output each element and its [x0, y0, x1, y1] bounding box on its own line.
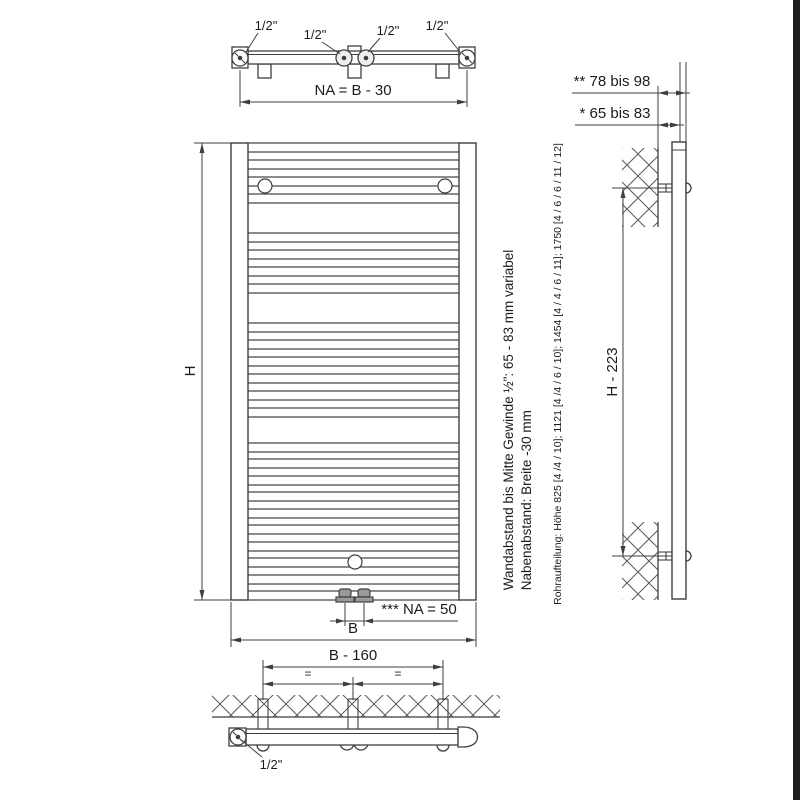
- half-inch-label-3: 1/2": [376, 22, 400, 38]
- note-wall-distance: Wandabstand bis Mitte Gewinde ½": 65 - 83 mm variabel: [501, 249, 516, 591]
- height-dimension: [194, 143, 231, 600]
- rung-group-1: [247, 143, 460, 203]
- top-bracket-tab: [436, 64, 449, 78]
- rung-group-3: [247, 323, 460, 417]
- equal-spacing-right: =: [394, 666, 402, 681]
- half-inch-label-bottom: 1/2": [259, 756, 283, 772]
- note-hub-distance: Nabenabstand: Breite -30 mm: [519, 410, 534, 591]
- mounting-point: [258, 179, 272, 193]
- rung-group-4: [247, 443, 460, 600]
- notes-block: [500, 250, 536, 590]
- left-side-tube: [231, 143, 248, 600]
- top-end-fitting-right: [459, 47, 475, 68]
- bracket-span-label: B - 160: [328, 646, 378, 664]
- front-view: [194, 143, 476, 647]
- top-end-fitting-left: [232, 47, 248, 68]
- mounting-point: [348, 555, 362, 569]
- tube-end-cap: [458, 727, 478, 747]
- wall-hatch-bottom: [212, 695, 500, 717]
- top-collector-tube: [248, 51, 459, 64]
- bottom-end-fitting: [229, 728, 246, 746]
- wall-hatch-lower: [622, 522, 658, 600]
- bottom-view: [212, 660, 500, 757]
- note-pipe-layout: Rohraufteilung: Höhe 825 [4 /4 / 10]; 1121 [4 /4 / 6 / 10]; 1454 [4 / 4 / 6 / 11]; 1750 [4 / 6 / 6 / 11 / 12]: [552, 143, 565, 605]
- bracket-span-dimension: [263, 660, 443, 700]
- side-view: [572, 62, 691, 600]
- equal-spacing-left: =: [304, 666, 312, 681]
- top-bracket-tab: [348, 64, 361, 78]
- height-label: H: [181, 365, 199, 377]
- wall-thread-label: * 65 bis 83: [579, 104, 651, 122]
- bracket-height-label: H - 223: [603, 347, 621, 397]
- radiator-profile: [672, 142, 686, 599]
- half-inch-label-2: 1/2": [303, 26, 327, 42]
- width-label: B: [347, 619, 359, 637]
- top-bracket-tab: [258, 64, 271, 78]
- scan-edge-artifact: [793, 0, 800, 800]
- rung-group-2: [247, 233, 460, 293]
- half-inch-label-4: 1/2": [425, 17, 449, 33]
- mounting-point: [438, 179, 452, 193]
- right-side-tube: [459, 143, 476, 600]
- bottom-collector-tube: [246, 729, 458, 745]
- na-dimension-label: NA = B - 30: [314, 81, 392, 99]
- bracket-screw-bump: [686, 551, 691, 561]
- half-inch-label-1: 1/2": [254, 17, 278, 33]
- wall-outer-label: ** 78 bis 98: [573, 72, 651, 90]
- wall-thread-dimension: [575, 123, 684, 128]
- bracket-screw-bump: [686, 183, 691, 193]
- valve-spacing-label: *** NA = 50: [381, 600, 457, 618]
